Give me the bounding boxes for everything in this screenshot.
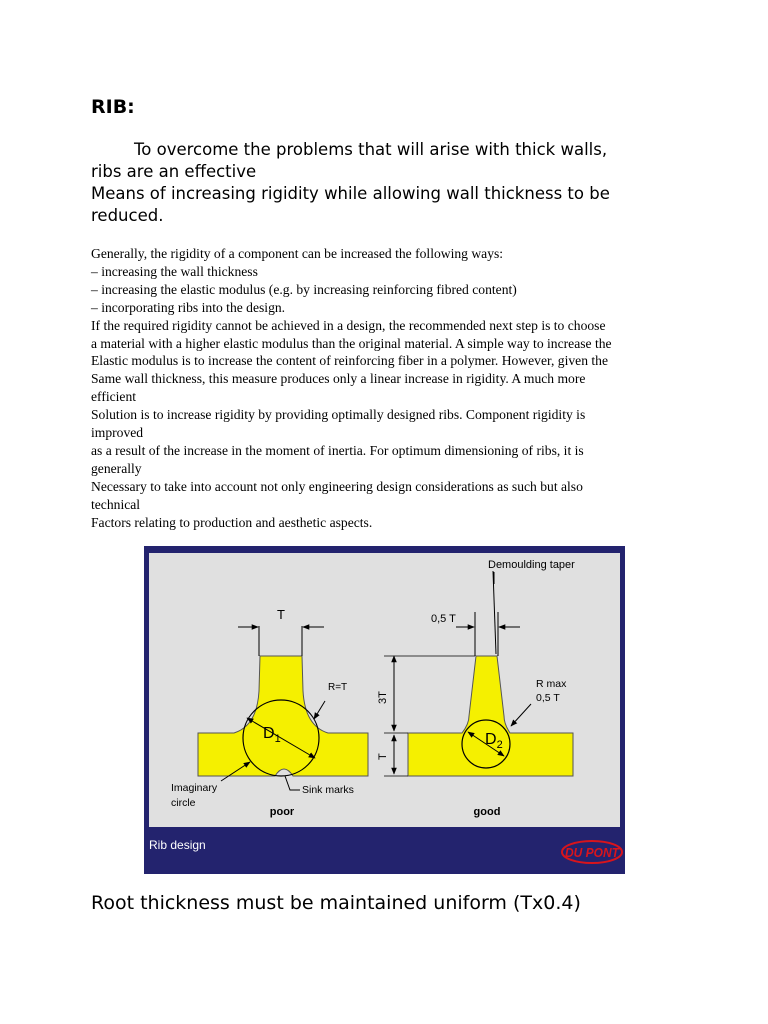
label-t-side: T: [377, 753, 389, 760]
body-line: improved: [91, 425, 144, 441]
body-line: – increasing the wall thickness: [91, 263, 258, 279]
section-heading: RIB:: [91, 96, 135, 118]
body-line: – incorporating ribs into the design.: [91, 299, 286, 315]
body-line: Same wall thickness, this measure produces only a linear increase in rigidity. A much more: [91, 371, 586, 387]
label-d-2: D: [485, 731, 497, 748]
figure-caption-rib-design: Rib design: [149, 838, 206, 852]
logo-text: DU PONT: [565, 845, 620, 860]
label-d2-sub: 2: [496, 739, 503, 751]
body-line: – increasing the elastic modulus (e.g. by increasing reinforcing fibred content): [91, 281, 517, 297]
label-circle: circle: [171, 797, 196, 809]
body-line: as a result of the increase in the moment of inertia. For optimum dimensioning of ribs, it is: [91, 442, 584, 458]
label-r-eq-t: R=T: [328, 682, 348, 693]
intro-line-2: ribs are an effective: [91, 162, 257, 181]
dupont-logo: [562, 841, 622, 863]
intro-line-3: Means of increasing rigidity while allowing wall thickness to be: [91, 184, 610, 203]
body-line: technical: [91, 496, 141, 512]
body-line: Solution is to increase rigidity by providing optimally designed ribs. Component rigidity is: [91, 407, 586, 423]
label-d1-sub: 1: [274, 733, 281, 745]
body-line: Necessary to take into account not only engineering design considerations as such but also: [91, 478, 583, 494]
label-half-t: 0,5 T: [431, 613, 456, 625]
label-d-1: D: [263, 725, 275, 742]
figure-caption: Root thickness must be maintained uniform (Tx0.4): [91, 892, 581, 914]
intro-paragraph: [91, 139, 691, 227]
intro-line-1: To overcome the problems that will arise with thick walls,: [134, 140, 608, 159]
label-sink-marks: Sink marks: [302, 784, 354, 796]
label-imaginary: Imaginary: [171, 782, 218, 794]
intro-line-4: reduced.: [91, 206, 164, 225]
body-paragraph: [91, 245, 681, 532]
body-line: a material with a higher elastic modulus than the original material. A simple way to increase the: [91, 335, 612, 351]
label-3t: 3T: [377, 691, 389, 704]
body-line: Elastic modulus is to increase the content of reinforcing fiber in a polymer. However, given the: [91, 353, 608, 369]
label-r-max: R max: [536, 678, 567, 690]
body-line: efficient: [91, 389, 137, 405]
rib-design-figure: [144, 546, 625, 874]
figure-panel: [149, 553, 620, 827]
label-good: good: [473, 806, 501, 818]
body-line: If the required rigidity cannot be achieved in a design, the recommended next step is to choose: [91, 317, 606, 333]
body-line: generally: [91, 460, 142, 476]
label-r-max-value: 0,5 T: [536, 692, 560, 704]
body-line: Factors relating to production and aesthetic aspects.: [91, 514, 373, 530]
label-poor: poor: [269, 806, 295, 818]
body-line: Generally, the rigidity of a component can be increased the following ways:: [91, 246, 504, 261]
label-t: T: [277, 607, 285, 622]
label-demoulding-taper: Demoulding taper: [488, 559, 575, 571]
